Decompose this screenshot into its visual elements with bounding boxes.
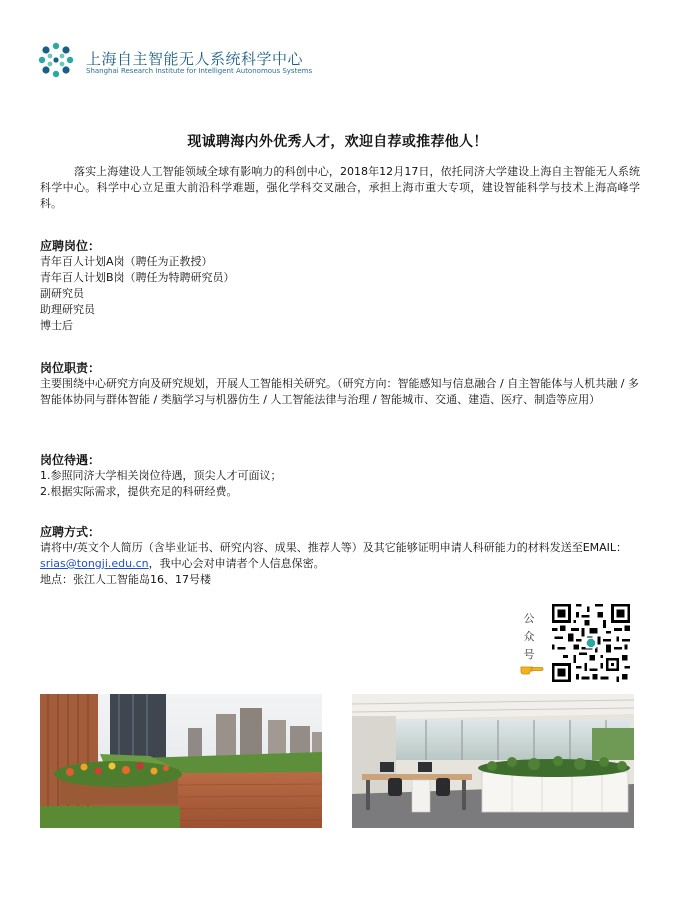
position-item: 青年百人计划B岗（聘任为特聘研究员） [40,271,235,284]
position-item: 博士后 [40,319,73,332]
benefits-section [40,452,640,500]
intro-paragraph: 落实上海建设人工智能领域全球有影响力的科创中心，2018年12月17日，依托同济大学建设上海自主智能无人系统科学中心。科学中心立足重大前沿科学难题，强化学科交叉融合，承担上海市重大专项，建设智能科学与技术上海高峰学科。 [40,165,640,210]
position-item: 助理研究员 [40,303,95,316]
pointing-hand-icon [520,662,544,676]
duties-text: 主要围绕中心研究方向及研究规划，开展人工智能相关研究。（研究方向：智能感知与信息融合 / 自主智能体与人机共融 / 多智能体协同与群体智能 / 类脑学习与机器仿生 / 人工智能法律与治理 / 智能城市、交通、建造、医疗、制造等应用） [40,377,639,406]
apply-text-after: ，我中心会对申请者个人信息保密。 [148,557,325,570]
position-item: 青年百人计划A岗（聘任为正教授） [40,255,213,268]
org-name-en: Shanghai Research Institute for Intelligent Autonomous Systems [86,67,313,75]
email-link[interactable]: srias@tongji.edu.cn [40,557,149,570]
benefit-item: 1.参照同济大学相关岗位待遇，顶尖人才可面议； [40,469,282,482]
duties-section [40,360,640,408]
apply-heading: 应聘方式： [40,525,101,539]
positions-heading: 应聘岗位： [40,239,101,253]
address-line: 地点：张江人工智能岛16、17号楼 [40,573,211,586]
page-title: 现诚聘海内外优秀人才，欢迎自荐或推荐他人！ [187,134,488,150]
qr-label-char: 号 [523,648,535,661]
apply-section [40,524,640,588]
positions-section [40,238,640,334]
benefit-item: 2.根据实际需求，提供充足的科研经费。 [40,485,238,498]
pinwheel-logo-icon [36,40,76,80]
office-interior-photo [352,694,634,828]
qr-label-char: 公 [523,612,535,625]
qr-label-char: 众 [523,630,535,643]
rooftop-terrace-photo [40,694,322,828]
position-item: 副研究员 [40,287,84,300]
org-name-cn: 上海自主智能无人系统科学中心 [86,50,304,68]
qr-code-icon[interactable] [552,604,630,682]
benefits-heading: 岗位待遇： [40,453,101,467]
qr-label [518,610,540,664]
apply-text [40,540,640,572]
apply-text-before: 请将中/英文个人简历（含毕业证书、研究内容、成果、推荐人等）及其它能够证明申请人科研能力的材料发送至EMAIL： [40,541,628,554]
duties-heading: 岗位职责： [40,361,101,375]
